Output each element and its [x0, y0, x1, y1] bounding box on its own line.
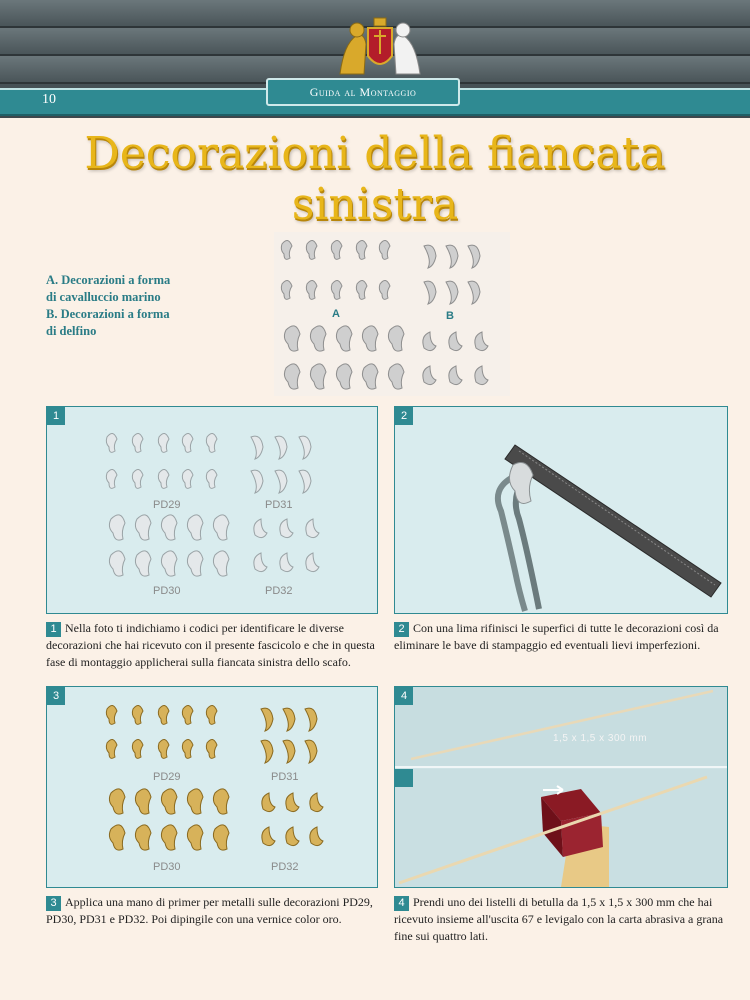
step1-photo [46, 406, 378, 614]
step4-photo [394, 686, 728, 888]
step2-caption-number: 2 [394, 622, 409, 637]
silver-decorations-image [47, 407, 377, 613]
photo-label-b: B [446, 310, 454, 322]
step3-photo [46, 686, 378, 888]
step4-badge: 4 [395, 687, 413, 705]
step3-code-pd32: PD32 [271, 861, 299, 873]
strip-dimension-label: 1,5 x 1,5 x 300 mm [553, 733, 648, 744]
step1-code-pd32: PD32 [265, 585, 293, 597]
gold-decorations-image [47, 687, 377, 887]
step3-code-pd30: PD30 [153, 861, 181, 873]
step2-caption-text: Con una lima rifinisci le superfici di tutte le decorazioni così da eliminare le bave di stampaggio ed eventuali lievi imperfezioni. [394, 621, 719, 652]
legend-b-line1: B. Decorazioni a forma [46, 307, 170, 321]
step1-code-pd30: PD30 [153, 585, 181, 597]
royal-crest-icon [330, 14, 430, 78]
section-banner: Guida al Montaggio [266, 78, 460, 106]
step3-caption [46, 894, 376, 928]
step3-code-pd29: PD29 [153, 771, 181, 783]
legend [46, 272, 170, 340]
step4-caption-text: Prendi uno dei listelli di betulla da 1,5 x 1,5 x 300 mm che hai ricevuto insieme all'uscita 67 e levigalo con la carta abrasiva a grana fine sui quattro lati. [394, 895, 724, 943]
step1-caption-number: 1 [46, 622, 61, 637]
step1-code-pd29: PD29 [153, 499, 181, 511]
overview-photo [274, 232, 510, 396]
step4-badge-lower [395, 769, 413, 787]
step3-badge: 3 [47, 687, 65, 705]
photo-label-a: A [332, 308, 340, 320]
step4-caption-number: 4 [394, 896, 409, 911]
step1-badge: 1 [47, 407, 65, 425]
step2-caption [394, 620, 728, 654]
step2-photo [394, 406, 728, 614]
step3-caption-text: Applica una mano di primer per metalli sulle decorazioni PD29, PD30, PD31 e PD32. Poi dipingile con una vernice color oro. [46, 895, 373, 926]
legend-a-line1: A. Decorazioni a forma [46, 273, 171, 287]
file-tool-image [395, 407, 727, 613]
step4-caption [394, 894, 728, 945]
page-title: Decorazioni della fiancata sinistra [84, 128, 666, 230]
legend-a-line2: di cavalluccio marino [46, 290, 161, 304]
step2-badge: 2 [395, 407, 413, 425]
step1-caption-text: Nella foto ti indichiamo i codici per identificare le diverse decorazioni che hai ricevuto con il presente fascicolo e che in questa fase di montaggio applicherai sulla fiancata sinistra dello scafo. [46, 621, 375, 669]
decorations-overview-image [274, 232, 510, 396]
step1-caption [46, 620, 376, 671]
step3-caption-number: 3 [46, 896, 61, 911]
legend-b-line2: di delfino [46, 324, 97, 338]
step1-code-pd31: PD31 [265, 499, 293, 511]
step3-code-pd31: PD31 [271, 771, 299, 783]
birch-strip-image [395, 687, 727, 887]
page-number: 10 [42, 92, 56, 107]
